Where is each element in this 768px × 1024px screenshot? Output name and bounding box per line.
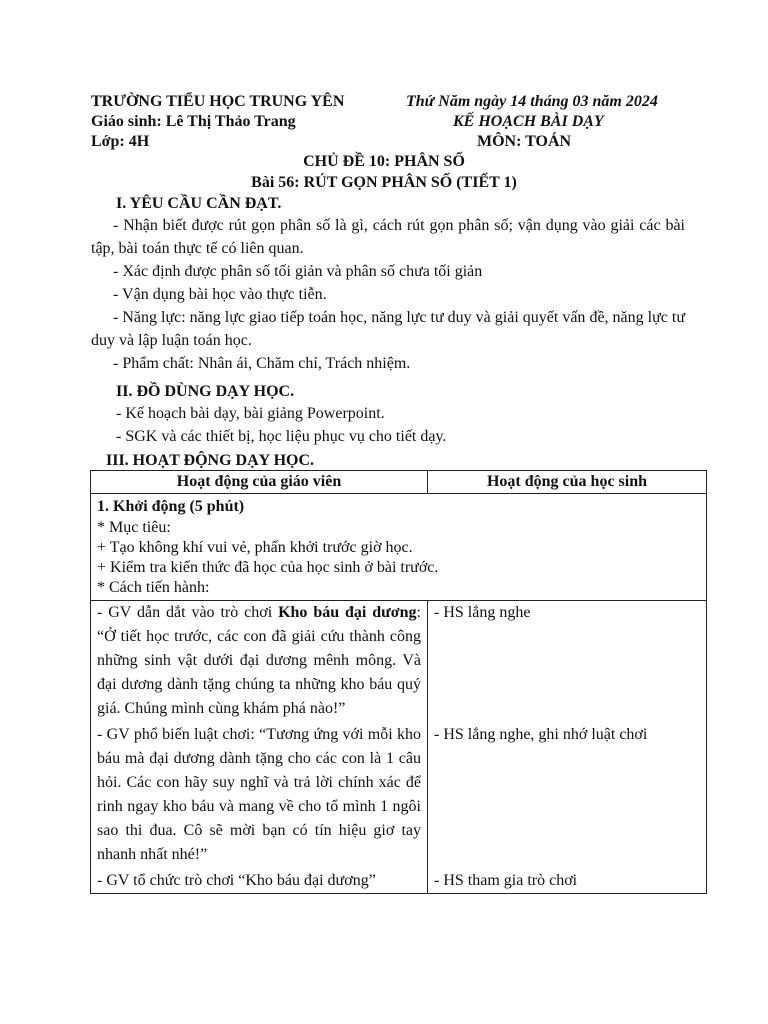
teacher-activity-text: - GV tổ chức trò chơi “Kho báu đại dương” xyxy=(97,872,376,889)
section-2-item: - Kế hoạch bài dạy, bài giảng Powerpoint. xyxy=(116,405,385,422)
table-row xyxy=(91,869,707,894)
class-name: Lớp: 4H xyxy=(91,133,150,150)
section-1-list xyxy=(91,214,685,375)
teacher-column-header: Hoạt động của giáo viên xyxy=(91,471,428,494)
game-name: Kho báu đại dương xyxy=(278,604,417,621)
subject-name: MÔN: TOÁN xyxy=(477,133,572,150)
section-1-item: - Xác định được phân số tối giản và phân số chưa tối giản xyxy=(113,263,483,280)
student-activity-text: - HS tham gia trò chơi xyxy=(434,872,578,889)
warmup-title: 1. Khởi động (5 phút) xyxy=(97,498,245,515)
lesson-title: Bài 56: RÚT GỌN PHÂN SỐ (TIẾT 1) xyxy=(251,174,517,191)
section-1-item: - Nhận biết được rút gọn phân số là gì, cách rút gọn phân số; vận dụng vào giải các bài tập, bài toán thực tế có liên quan. xyxy=(91,217,685,257)
student-activity-text: - HS lắng nghe, ghi nhớ luật chơi xyxy=(434,726,648,743)
student-activity-cell xyxy=(428,601,707,724)
student-activity-cell xyxy=(428,723,707,869)
teacher-activity-cell xyxy=(91,869,428,894)
student-column-header: Hoạt động của học sinh xyxy=(428,471,707,494)
teacher-activity-cell xyxy=(91,723,428,869)
warmup-line: + Tạo không khí vui vẻ, phấn khởi trước giờ học. xyxy=(97,539,413,556)
section-3-heading: III. HOẠT ĐỘNG DẠY HỌC. xyxy=(106,452,315,469)
student-activity-text: - HS lắng nghe xyxy=(434,604,531,621)
lesson-date: Thứ Năm ngày 14 tháng 03 năm 2024 xyxy=(406,93,658,110)
section-1-heading: I. YÊU CẦU CẦN ĐẠT. xyxy=(116,195,282,212)
section-1-item: - Phẩm chất: Nhân ái, Chăm chỉ, Trách nhiệm. xyxy=(113,355,411,372)
teacher-name: Giáo sinh: Lê Thị Thảo Trang xyxy=(91,113,296,130)
table-header-row xyxy=(91,471,707,494)
topic-title: CHỦ ĐỀ 10: PHÂN SỐ xyxy=(303,153,465,170)
teacher-activity-cell xyxy=(91,601,428,724)
student-activity-cell xyxy=(428,869,707,894)
warmup-line: * Mục tiêu: xyxy=(97,519,171,536)
warmup-line: + Kiểm tra kiến thức đã học của học sinh ở bài trước. xyxy=(97,559,439,576)
warmup-line: * Cách tiến hành: xyxy=(97,579,210,596)
section-1-item: - Năng lực: năng lực giao tiếp toán học, năng lực tư duy và giải quyết vấn đề, năng lực tư duy và lập luận toán học. xyxy=(91,309,685,349)
activity-table xyxy=(90,470,707,894)
warmup-row xyxy=(91,494,707,601)
table-row xyxy=(91,601,707,724)
school-name: TRƯỜNG TIỂU HỌC TRUNG YÊN xyxy=(91,93,345,110)
table-row xyxy=(91,723,707,869)
section-2-heading: II. ĐỒ DÙNG DẠY HỌC. xyxy=(116,383,295,400)
section-1-item: - Vận dụng bài học vào thực tiễn. xyxy=(113,286,327,303)
plan-title: KẾ HOẠCH BÀI DẠY xyxy=(453,113,604,130)
teacher-activity-text: - GV dẫn dắt vào trò chơi Kho báu đại dương: “Ở tiết học trước, các con đã giải cứu thành công những sinh vật dưới đại dương mênh mông. Và đại dương dành tặng chúng ta những kho báu quý giá. Chúng mình cùng khám phá nào!” xyxy=(97,604,421,717)
section-2-item: - SGK và các thiết bị, học liệu phục vụ cho tiết dạy. xyxy=(116,428,447,445)
warmup-cell xyxy=(91,494,707,601)
teacher-activity-text: - GV phổ biến luật chơi: “Tương ứng với mỗi kho báu mà đại dương dành tặng cho các con là 1 câu hỏi. Các con hãy suy nghĩ và trả lời chính xác để rinh ngay kho báu và mang về cho tổ mình 1 ngôi sao thi đua. Cô sẽ mời bạn có tín hiệu giơ tay nhanh nhất nhé!” xyxy=(97,726,421,863)
